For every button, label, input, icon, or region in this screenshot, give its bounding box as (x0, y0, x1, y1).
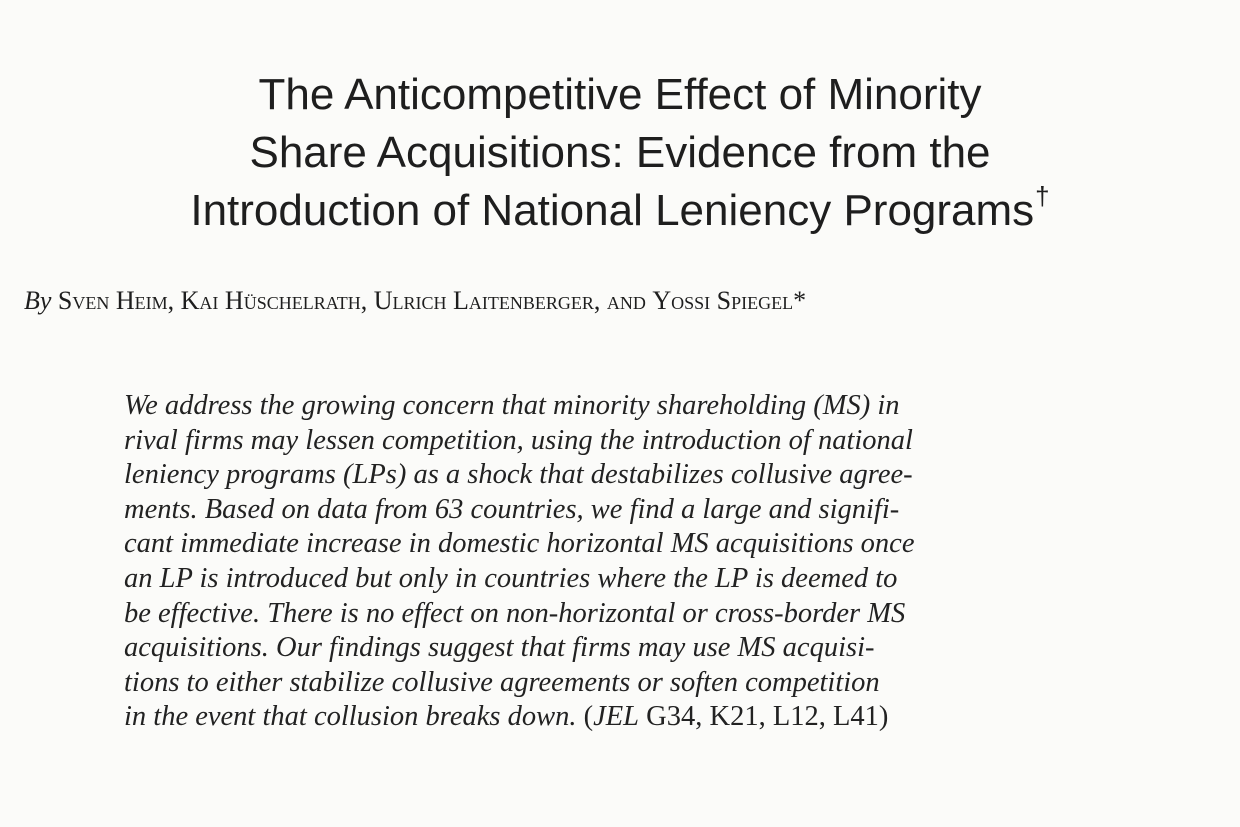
jel-open-paren: ( (583, 701, 594, 733)
author-byline (24, 284, 1224, 318)
abstract-line-9: tions to either stabilize collusive agreements or soften competition (124, 666, 880, 698)
title-dagger-footnote-mark: † (1035, 181, 1050, 211)
abstract-line-6: an LP is introduced but only in countries where the LP is deemed to (124, 562, 898, 594)
byline-by: By (24, 286, 52, 315)
jel-label: JEL (593, 701, 640, 733)
title-line-3-text: Introduction of National Leniency Programs (190, 186, 1035, 235)
abstract-line-5: cant immediate increase in domestic horizontal MS acquisitions once (124, 528, 915, 560)
author-2: Kai Hüschelrath, (180, 286, 368, 315)
title-line-2: Share Acquisitions: Evidence from the (249, 128, 991, 177)
abstract-line-10-text: in the event that collusion breaks down. (124, 701, 577, 733)
title-line-3 (0, 182, 1240, 245)
title-line-1: The Anticompetitive Effect of Minority (258, 70, 982, 119)
abstract-line-1: We address the growing concern that minority shareholding (MS) in (124, 390, 900, 421)
abstract (124, 389, 1104, 735)
abstract-line-2: rival firms may lessen competition, using the introduction of national (124, 424, 913, 456)
author-4: Yossi Spiegel* (652, 286, 807, 315)
author-3: Ulrich Laitenberger, (373, 286, 601, 315)
paper-title (0, 66, 1240, 245)
byline-and: and (606, 286, 646, 315)
abstract-line-10 (124, 700, 1104, 735)
abstract-line-4: ments. Based on data from 63 countries, we find a large and signifi- (124, 493, 900, 525)
jel-code-list: G34, K21, L12, L41) (639, 701, 889, 733)
abstract-line-7: be effective. There is no effect on non-horizontal or cross-border MS (124, 597, 906, 629)
jel-codes (584, 701, 889, 732)
abstract-line-8: acquisitions. Our findings suggest that firms may use MS acquisi- (124, 632, 875, 664)
author-1: Sven Heim, (57, 286, 175, 315)
abstract-line-3: leniency programs (LPs) as a shock that destabilizes collusive agree- (124, 459, 913, 491)
